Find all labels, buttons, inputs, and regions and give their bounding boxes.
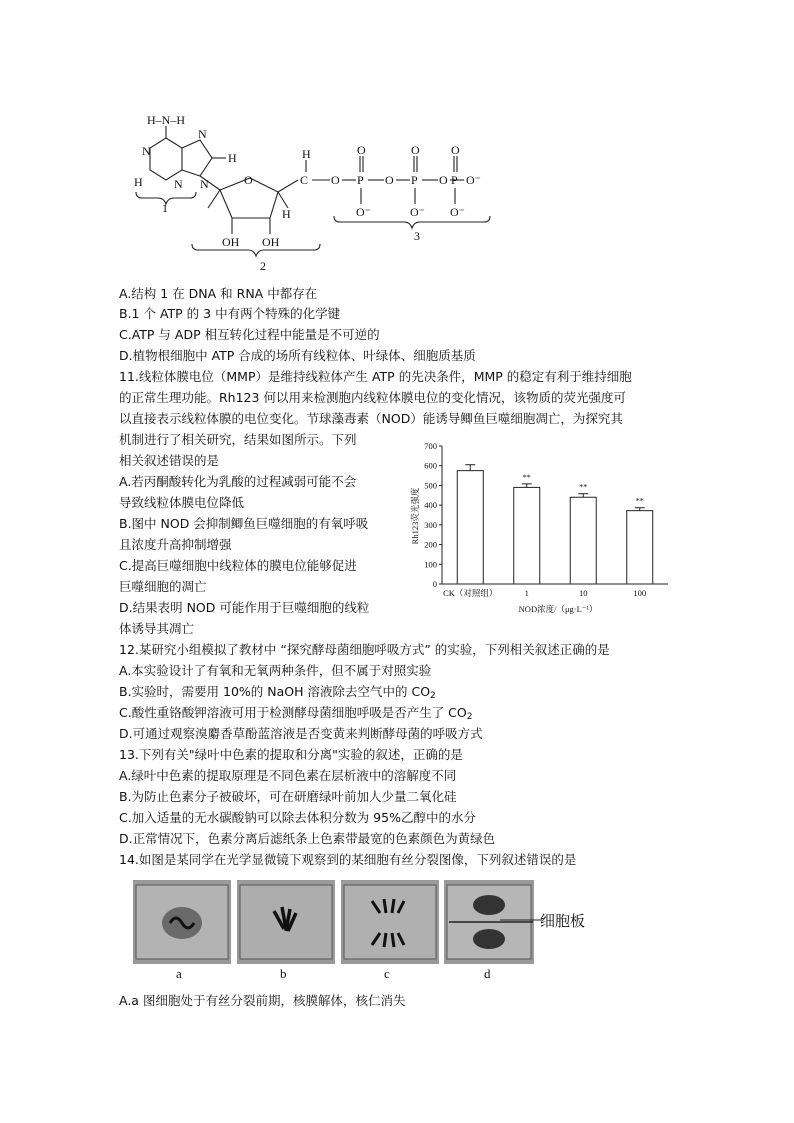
atp-label: O (385, 173, 394, 187)
q12-option-c: C.酸性重铬酸钾溶液可用于检测酵母菌细胞呼吸是否产生了 $CO_2$ (119, 705, 473, 722)
q10-option-c: C.ATP 与 ADP 相互转化过程中能量是不可逆的 (119, 327, 380, 342)
q13-option-a: A.绿叶中色素的提取原理是不同色素在层析液中的溶解度不同 (119, 768, 457, 783)
part-3-label: 3 (414, 229, 420, 243)
micrograph-label-d: d (484, 966, 491, 981)
micrograph-a (133, 880, 231, 964)
y-tick-label: 0 (432, 579, 437, 589)
part-2-label: 2 (260, 259, 266, 273)
q11-option-c: C.提高巨噬细胞中线粒体的膜电位能够促进 (119, 558, 357, 573)
bar-2 (570, 497, 596, 584)
q10-option-d: D.植物根细胞中 ATP 合成的场所有线粒体、叶绿体、细胞质基质 (119, 348, 476, 363)
micrograph-c (341, 880, 439, 964)
atp-structure-diagram (120, 108, 510, 280)
atp-label: N (142, 144, 151, 158)
atp-label: O (357, 143, 366, 157)
atp-label: O⁻ (356, 205, 371, 219)
part-1-label: 1 (162, 201, 168, 215)
q10-option-a: A.结构 1 在 DNA 和 RNA 中都存在 (119, 286, 318, 301)
q11-option-a: A.若丙酮酸转化为乳酸的过程减弱可能不会 (119, 474, 357, 489)
micrograph-b (237, 880, 335, 964)
y-tick-label: 100 (424, 559, 437, 570)
micrograph-label-c: c (384, 966, 390, 981)
q11-stem-line: 相关叙述错误的是 (119, 453, 220, 468)
atp-label: N (198, 127, 207, 141)
micrograph-label-a: a (176, 966, 182, 981)
q11-stem-line: 11.线粒体膜电位（MMP）是维持线粒体产生 ATP 的先决条件，MMP 的稳定有利于维持细胞 (119, 369, 632, 384)
atp-label: O (244, 173, 253, 187)
atp-label: O⁻ (410, 205, 425, 219)
q11-option-b: B.图中 NOD 会抑制鲫鱼巨噬细胞的有氧呼吸 (119, 516, 369, 531)
q12-option-b: B.实验时，需要用 10%的 NaOH 溶液除去空气中的 $CO_2$ (119, 684, 436, 701)
atp-label: P (451, 173, 458, 187)
q13-option-c: C.加入适量的无水碳酸钠可以除去体积分数为 95%乙醇中的水分 (119, 810, 476, 825)
q11-option-d-cont: 体诱导其凋亡 (119, 621, 195, 636)
atp-label: O (451, 143, 460, 157)
atp-label: N (200, 177, 209, 191)
atp-label: H (282, 207, 291, 221)
bar-3 (627, 511, 653, 584)
atp-label: P (357, 173, 364, 187)
atp-label: O (331, 173, 340, 187)
x-tick-label: 10 (579, 588, 588, 598)
y-axis-label: Rh123荧光强度 (410, 487, 420, 545)
x-tick-label: 100 (633, 588, 647, 598)
cell-plate-pointer (500, 915, 545, 925)
y-tick-label: 200 (424, 539, 437, 550)
y-tick-label: 600 (424, 460, 437, 471)
q13-stem: 13.下列有关"绿叶中色素的提取和分离"实验的叙述，正确的是 (119, 747, 463, 762)
q12-stem: 12.某研究小组模拟了教材中 “探究酵母菌细胞呼吸方式” 的实验，下列相关叙述正确的是 (119, 642, 610, 657)
y-tick-label: 700 (424, 441, 437, 451)
q14-stem: 14.如图是某同学在光学显微镜下观察到的某细胞有丝分裂图像，下列叙述错误的是 (119, 852, 577, 867)
y-tick-label: 300 (424, 519, 437, 530)
atp-label: H (134, 175, 143, 189)
bar-0 (457, 471, 483, 584)
atp-label: H (302, 147, 311, 161)
x-axis-label: NOD浓度/（μg·L⁻¹） (518, 604, 598, 614)
atp-label: H–N–H (147, 113, 185, 127)
y-tick-label: 500 (424, 480, 437, 491)
significance-mark: ** (522, 472, 531, 482)
q11-stem-line: 机制进行了相关研究，结果如图所示。下列 (119, 432, 357, 447)
q11-option-d: D.结果表明 NOD 可能作用于巨噬细胞的线粒 (119, 600, 370, 615)
q11-option-a-cont: 导致线粒体膜电位降低 (119, 495, 245, 510)
atp-label: P (411, 173, 418, 187)
q13-option-d: D.正常情况下，色素分离后滤纸条上色素带最宽的色素颜色为黄绿色 (119, 831, 496, 846)
bar-1 (514, 487, 540, 584)
atp-label: N (174, 177, 183, 191)
atp-label: O (439, 173, 448, 187)
atp-label: OH (222, 235, 240, 249)
q11-stem-line: 的正常生理功能。Rh123 何以用来检测胞内线粒体膜电位的变化情况，该物质的荧光强度可 (119, 390, 626, 405)
significance-mark: ** (579, 482, 588, 492)
q10-option-b: B.1 个 ATP 的 3 中有两个特殊的化学键 (119, 306, 341, 321)
q11-option-b-cont: 且浓度升高抑制增强 (119, 537, 232, 552)
micrograph-label-b: b (280, 966, 287, 981)
q11-stem-line: 以直接表示线粒体膜的电位变化。节球藻毒素（NOD）能诱导鲫鱼巨噬细胞凋亡，为探究其 (119, 411, 623, 426)
q14-option-a: A.a 图细胞处于有丝分裂前期，核膜解体，核仁消失 (119, 993, 406, 1008)
rh123-bar-chart (408, 438, 678, 618)
atp-label: O⁻ (450, 205, 465, 219)
q12-option-a: A.本实验设计了有氧和无氧两种条件，但不属于对照实验 (119, 663, 432, 678)
atp-label: O⁻ (466, 173, 481, 187)
atp-label: O (411, 143, 420, 157)
q12-option-d: D.可通过观察溴麝香草酚蓝溶液是否变黄来判断酵母菌的呼吸方式 (119, 726, 483, 741)
q11-option-c-cont: 巨噬细胞的凋亡 (119, 579, 207, 594)
atp-label: H (228, 151, 237, 165)
q13-option-b: B.为防止色素分子被破坏，可在研磨绿叶前加人少量二氧化硅 (119, 789, 457, 804)
atp-label: OH (262, 235, 280, 249)
significance-mark: ** (635, 496, 644, 506)
y-tick-label: 400 (424, 500, 437, 511)
atp-label: C (300, 173, 309, 187)
x-tick-label: CK（对照组） (443, 588, 498, 598)
cell-plate-label: 细胞板 (540, 914, 586, 930)
x-tick-label: 1 (524, 588, 529, 598)
